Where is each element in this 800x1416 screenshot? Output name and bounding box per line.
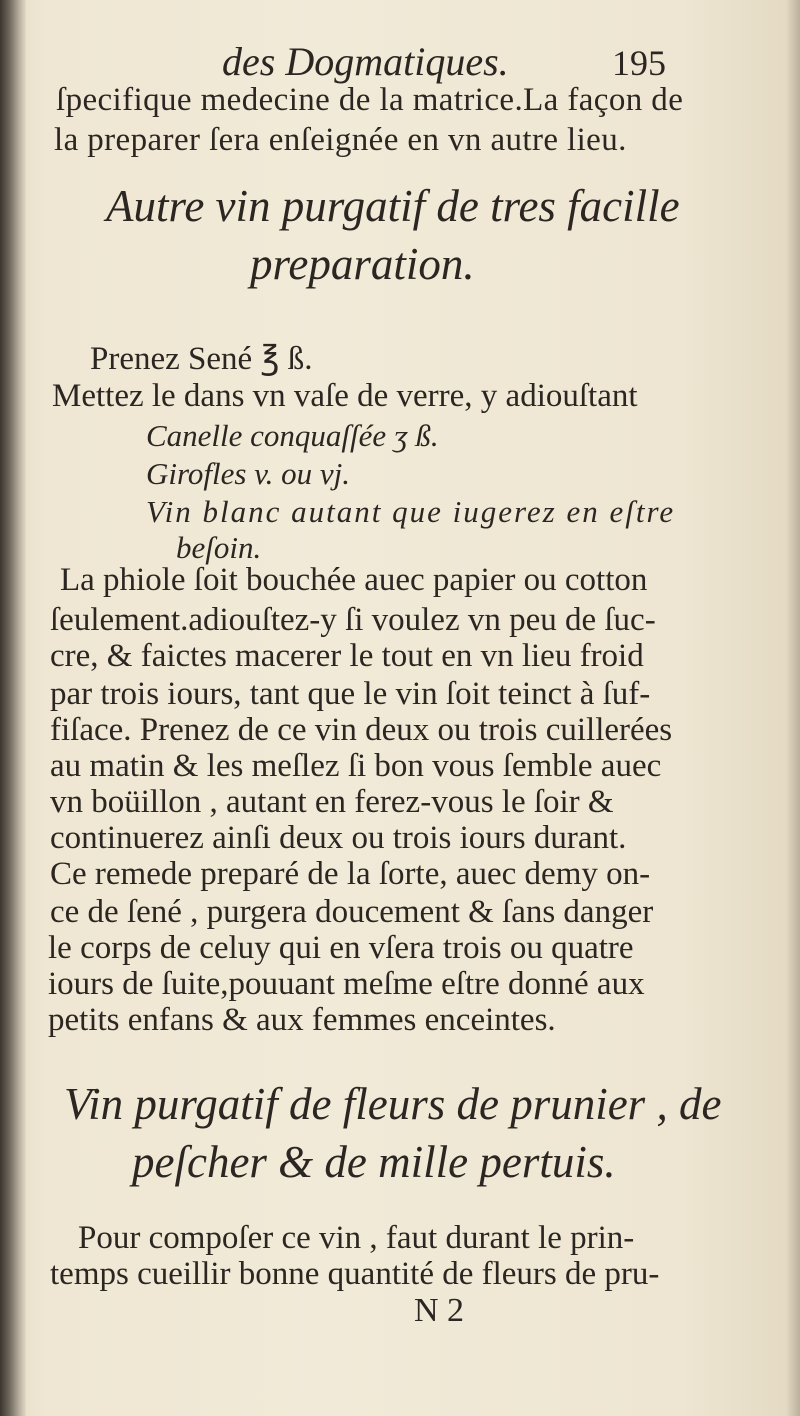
- paragraph-line: ſeulement.adiouſtez-y ſi voulez vn peu de ſuc-: [50, 602, 656, 638]
- page-edge-shadow: [786, 0, 800, 1416]
- text-line: ſpecifique medecine de la matrice.La façon de: [56, 82, 684, 118]
- paragraph-line: petits enfans & aux femmes enceintes.: [48, 1002, 556, 1038]
- paragraph-line: temps cueillir bonne quantité de fleurs de pru-: [50, 1256, 660, 1292]
- ingredient-line: Girofles v. ou vj.: [146, 456, 351, 491]
- section-title: Autre vin purgatif de tres facille: [106, 181, 680, 231]
- paragraph-line: iours de ſuite,pouuant meſme eſtre donné aux: [48, 966, 645, 1002]
- section-title: Vin purgatif de fleurs de prunier , de: [64, 1079, 722, 1129]
- paragraph-line: ce de ſené , purgera doucement & ſans danger: [50, 894, 654, 930]
- signature-mark: N 2: [414, 1292, 465, 1329]
- paragraph-line: Ce remede preparé de la ſorte, auec demy on-: [50, 856, 651, 892]
- paragraph-line: fiſace. Prenez de ce vin deux ou trois cuillerées: [50, 712, 673, 748]
- paragraph-line: cre, & faictes macerer le tout en vn lieu froid: [50, 638, 644, 674]
- binding-gutter: [0, 0, 26, 1416]
- page-number: 195: [612, 43, 666, 83]
- section-title: peſcher & de mille pertuis.: [132, 1137, 616, 1187]
- section-title: preparation.: [250, 239, 475, 289]
- text-line: la preparer ſera enſeignée en vn autre lieu.: [54, 122, 627, 158]
- paragraph-line: au matin & les meſlez ſi bon vous ſemble auec: [50, 748, 662, 784]
- paragraph-line: par trois iours, tant que le vin ſoit teinct à ſuf-: [50, 676, 651, 712]
- ingredient-line: Vin blanc autant que iugerez en eſtre: [146, 494, 676, 529]
- paragraph-line: vn boüillon , autant en ferez-vous le ſoir &: [50, 784, 614, 820]
- ingredient-line: beſoin.: [176, 530, 262, 565]
- paragraph-line: le corps de celuy qui en vſera trois ou quatre: [48, 930, 634, 966]
- paragraph-line: continuerez ainſi deux ou trois iours durant.: [50, 820, 627, 856]
- paragraph-line: Pour compoſer ce vin , faut durant le prin-: [78, 1220, 635, 1256]
- recipe-mettez: Mettez le dans vn vaſe de verre, y adiouſtant: [52, 378, 638, 414]
- running-head: des Dogmatiques.: [222, 39, 509, 84]
- ingredient-line: Canelle conquaſſée ʒ ß.: [146, 418, 439, 453]
- recipe-prenez: Prenez Sené ℥ ß.: [90, 341, 313, 377]
- paragraph-line: La phiole ſoit bouchée auec papier ou cotton: [60, 562, 648, 598]
